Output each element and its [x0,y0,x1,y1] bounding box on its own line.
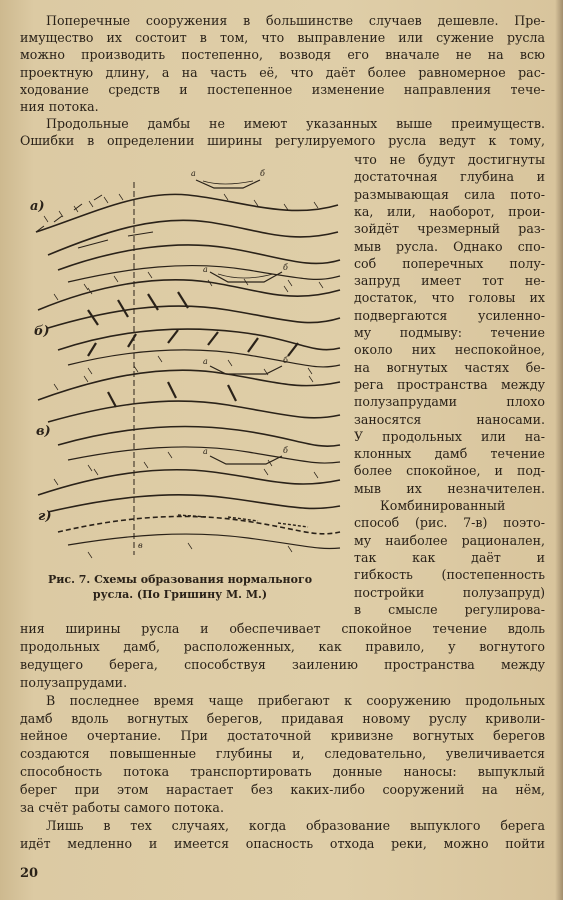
right-line: рега пространства между [354,376,545,392]
right-line: клонных дамб течение [354,446,545,462]
right-line: Комбинированный [380,498,506,513]
section-letter-b-3: б [283,356,288,365]
bottom-line: В последнее время чаще прибегают к сооружению продольных [46,692,545,708]
right-line: запруд имеет тот не- [354,273,545,289]
right-line: мыв русла. Однако спо- [354,238,545,254]
bottom-line: Лишь в тех случаях, когда образование выпуклого берега [46,817,545,833]
section-letter-a-3: а [203,357,208,366]
section-letter-a-2: а [203,265,208,274]
right-line: зойдёт чрезмерный раз- [354,221,545,237]
section-letter-b: б [260,169,265,178]
right-line: соб поперечных полу- [354,255,545,271]
top-line: ния потока. [20,99,99,114]
top-line: имущество их состоит в том, что выправление или сужение русла [20,30,545,46]
top-line: Продольные дамбы не имеют указанных выше преимуществ. [46,116,545,132]
right-line: достаток, что головы их [354,290,545,306]
figure-label-a: а) [30,199,45,214]
figure-label-g: г) [38,509,52,524]
right-line: способ (рис. 7-в) поэто- [354,515,545,531]
right-line: му наиболее рационален, [354,532,545,548]
bottom-line: ведущего берега, способствуя заилению пространства между [20,656,545,672]
bottom-line: нейное очертание. При достаточной кривизне вогнутых берегов [20,728,545,744]
bottom-line: ния ширины русла и обеспечивает спокойное течение вдоль [20,621,545,636]
right-line: му подмыву: течение [354,325,545,340]
bottom-line: продольных дамб, расположенных, как правило, у вогнутого [20,638,545,654]
right-line: размывающая сила пото- [354,186,545,202]
right-line: гибкость (постепенность [354,567,545,583]
right-line: постройки полузапруд) [354,584,545,600]
figure-caption-line-2: русла. (По Гришину М. М.) [92,588,268,601]
right-line: ка, или, наоборот, прои- [354,203,545,219]
top-line: проектную длину, а на часть её, что даёт более равномерное рас- [20,64,545,80]
right-line: что не будут достигнуты [354,152,545,167]
right-line: так как даёт и [354,549,545,565]
top-line: ходование средств и постепенное изменение направления тече- [20,81,545,97]
figure-river-schemes [28,160,348,570]
right-line: полузапрудами плохо [354,394,545,410]
right-line: достаточная глубина и [354,169,545,185]
figure-caption-line-1: Рис. 7. Схемы образования нормального [47,573,313,586]
right-line: У продольных или на- [354,428,545,444]
figure-caption [30,572,330,602]
right-line: на вогнутых частях бе- [354,359,545,375]
right-line: более спокойное, и под- [354,463,545,479]
bottom-line: за счёт работы самого потока. [20,800,224,815]
bottom-line: идёт медленно и имеется опасность отхода реки, можно пойти [20,835,545,851]
section-letter-a: а [191,169,196,178]
right-line: заносятся наносами. [354,411,545,427]
page-number: 20 [20,866,39,881]
section-letter-b-2: б [283,263,288,272]
right-line: около них неспокойное, [354,342,545,358]
figure-label-v: в) [36,424,51,439]
right-line: в смысле регулирова- [354,601,545,617]
section-letter-b-4: б [283,446,288,455]
bottom-line: берег при этом нарастает без каких-либо сооружений на нём, [20,782,545,798]
page-edge-shadow [555,0,563,900]
right-line: подвергаются усиленно- [354,307,545,323]
figure-label-b: б) [34,324,50,339]
section-letter-v: в [138,541,143,550]
top-line: Поперечные сооружения в большинстве случаев дешевле. Пре- [46,13,545,28]
section-letter-a-4: а [203,447,208,456]
top-line: можно производить постепенно, возводя его вначале не на всю [20,47,545,63]
top-line: Ошибки в определении ширины регулируемого русла ведут к тому, [20,133,545,149]
bottom-line: способность потока транспортировать донные наносы: выпуклый [20,764,545,780]
bottom-line: полузапрудами. [20,674,128,690]
bottom-line: дамб вдоль вогнутых берегов, придавая новому руслу криволи- [20,710,545,726]
bottom-line: создаются повышенные глубины и, следовательно, увеличивается [20,746,545,762]
right-line: мыв их незначителен. [354,480,545,496]
